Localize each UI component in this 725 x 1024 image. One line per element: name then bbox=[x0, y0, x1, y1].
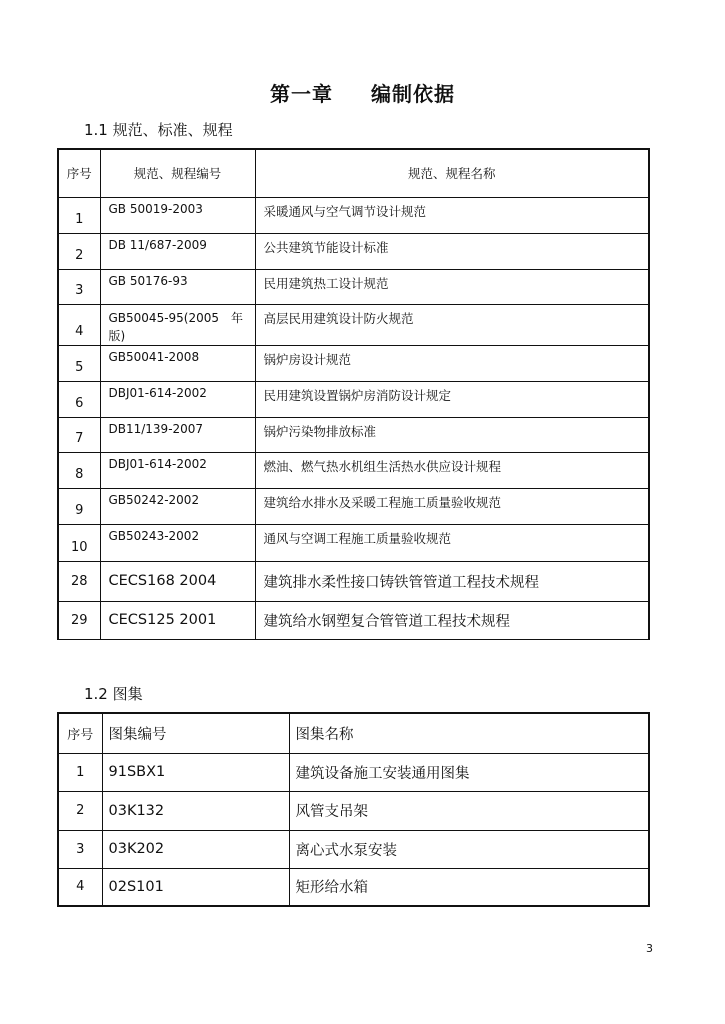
table-row bbox=[58, 304, 649, 345]
chapter-subtitle: 编制依据 bbox=[371, 82, 455, 106]
row-code: DB11/139-2007 bbox=[100, 417, 255, 452]
row-code: DBJ01-614-2002 bbox=[100, 452, 255, 488]
table-row bbox=[58, 269, 649, 304]
row-name: 建筑设备施工安装通用图集 bbox=[289, 753, 649, 791]
table-row bbox=[58, 381, 649, 417]
table-row bbox=[58, 561, 649, 601]
table-row bbox=[58, 601, 649, 639]
table-row bbox=[58, 753, 649, 791]
row-code: DBJ01-614-2002 bbox=[100, 381, 255, 417]
row-index: 29 bbox=[58, 601, 100, 639]
row-index: 1 bbox=[58, 197, 100, 233]
row-index: 4 bbox=[58, 868, 102, 906]
table-row bbox=[58, 452, 649, 488]
row-index: 28 bbox=[58, 561, 100, 601]
header-code: 规范、规程编号 bbox=[100, 149, 255, 197]
row-name: 民用建筑设置锅炉房消防设计规定 bbox=[255, 381, 649, 417]
table-header-row bbox=[58, 149, 649, 197]
table-row bbox=[58, 345, 649, 381]
row-index: 8 bbox=[58, 452, 100, 488]
row-name: 民用建筑热工设计规范 bbox=[255, 269, 649, 304]
row-name: 建筑给水排水及采暖工程施工质量验收规范 bbox=[255, 488, 649, 524]
row-name: 锅炉污染物排放标准 bbox=[255, 417, 649, 452]
row-code: 03K202 bbox=[102, 830, 289, 868]
row-code: 91SBX1 bbox=[102, 753, 289, 791]
row-name: 通风与空调工程施工质量验收规范 bbox=[255, 524, 649, 561]
row-name: 公共建筑节能设计标准 bbox=[255, 233, 649, 269]
row-code: GB 50019-2003 bbox=[100, 197, 255, 233]
row-name: 风管支吊架 bbox=[289, 791, 649, 830]
chapter-title bbox=[0, 78, 725, 107]
chapter-number: 第一章 bbox=[270, 82, 333, 106]
row-code: 03K132 bbox=[102, 791, 289, 830]
row-code: 02S101 bbox=[102, 868, 289, 906]
header-code: 图集编号 bbox=[102, 713, 289, 753]
row-index: 3 bbox=[58, 830, 102, 868]
table-row bbox=[58, 791, 649, 830]
table-row bbox=[58, 830, 649, 868]
header-index: 序号 bbox=[58, 149, 100, 197]
row-code: CECS168 2004 bbox=[100, 561, 255, 601]
row-code: GB 50176-93 bbox=[100, 269, 255, 304]
row-name: 建筑排水柔性接口铸铁管管道工程技术规程 bbox=[255, 561, 649, 601]
row-code: GB50242-2002 bbox=[100, 488, 255, 524]
row-name: 离心式水泵安装 bbox=[289, 830, 649, 868]
row-code: GB50041-2008 bbox=[100, 345, 255, 381]
standards-table bbox=[57, 148, 650, 640]
row-code: CECS125 2001 bbox=[100, 601, 255, 639]
table-row bbox=[58, 524, 649, 561]
row-index: 4 bbox=[58, 304, 100, 345]
table-row bbox=[58, 233, 649, 269]
page-number: 3 bbox=[646, 942, 653, 955]
row-code: DB 11/687-2009 bbox=[100, 233, 255, 269]
table-row bbox=[58, 868, 649, 906]
row-name: 高层民用建筑设计防火规范 bbox=[255, 304, 649, 345]
row-code: GB50243-2002 bbox=[100, 524, 255, 561]
row-index: 2 bbox=[58, 233, 100, 269]
row-name: 采暖通风与空气调节设计规范 bbox=[255, 197, 649, 233]
row-name: 建筑给水钢塑复合管管道工程技术规程 bbox=[255, 601, 649, 639]
table-row bbox=[58, 197, 649, 233]
row-index: 5 bbox=[58, 345, 100, 381]
row-name: 燃油、燃气热水机组生活热水供应设计规程 bbox=[255, 452, 649, 488]
header-name: 规范、规程名称 bbox=[255, 149, 649, 197]
section-heading-standards: 1.1 规范、标准、规程 bbox=[84, 121, 233, 139]
row-index: 2 bbox=[58, 791, 102, 830]
row-code: GB50045-95(2005 年版) bbox=[100, 304, 255, 345]
header-index: 序号 bbox=[58, 713, 102, 753]
row-index: 9 bbox=[58, 488, 100, 524]
row-index: 6 bbox=[58, 381, 100, 417]
table-header-row bbox=[58, 713, 649, 753]
row-index: 7 bbox=[58, 417, 100, 452]
row-name: 锅炉房设计规范 bbox=[255, 345, 649, 381]
row-name: 矩形给水箱 bbox=[289, 868, 649, 906]
row-index: 3 bbox=[58, 269, 100, 304]
header-name: 图集名称 bbox=[289, 713, 649, 753]
row-index: 1 bbox=[58, 753, 102, 791]
atlas-table bbox=[57, 712, 650, 907]
section-heading-atlas: 1.2 图集 bbox=[84, 685, 143, 703]
row-index: 10 bbox=[58, 524, 100, 561]
table-row bbox=[58, 417, 649, 452]
table-row bbox=[58, 488, 649, 524]
